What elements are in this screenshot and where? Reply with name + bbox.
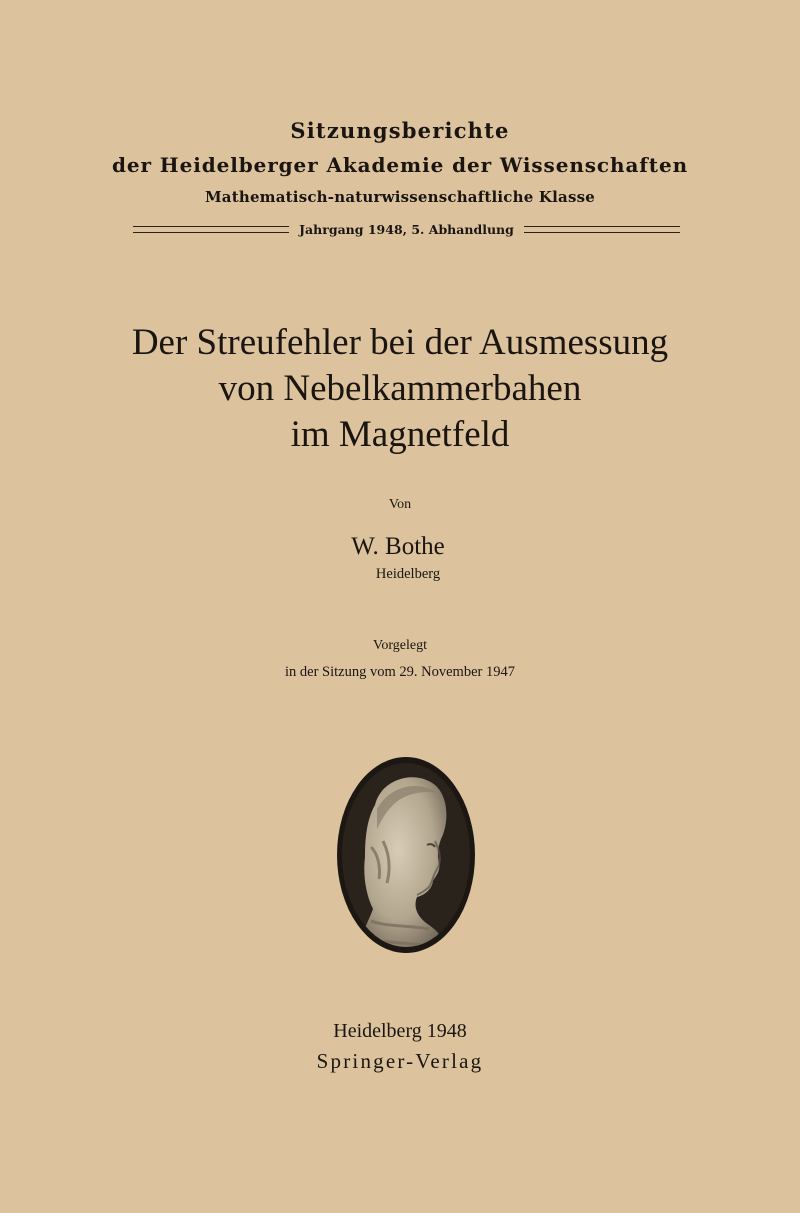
author-name: W. Bothe (351, 533, 445, 560)
series-class: Mathematisch-naturwissenschaftliche Klasse (204, 188, 595, 206)
author-affiliation: Heidelberg (375, 566, 441, 582)
by-label: Von (388, 497, 412, 512)
imprint-publisher: Springer-Verlag (316, 1049, 484, 1073)
series-volume: Jahrgang 1948, 5. Abhandlung (299, 221, 514, 237)
session-date: in der Sitzung vom 29. November 1947 (285, 664, 515, 680)
presented-label: Vorgelegt (373, 638, 427, 653)
double-rule-right (524, 226, 680, 233)
series-academy: der Heidelberger Akademie der Wissenschaften (111, 153, 689, 177)
cameo-portrait-icon (337, 757, 475, 953)
work-title-line: im Magnetfeld (290, 414, 510, 455)
work-title (0, 320, 800, 458)
series-volume-rule (133, 218, 680, 240)
imprint-place-year: Heidelberg 1948 (333, 1020, 467, 1042)
work-title-line: Der Streufehler bei der Ausmessung (131, 322, 669, 363)
double-rule-left (133, 226, 289, 233)
work-title-line: von Nebelkammerbahen (218, 368, 582, 409)
series-title: Sitzungsberichte (290, 118, 510, 143)
